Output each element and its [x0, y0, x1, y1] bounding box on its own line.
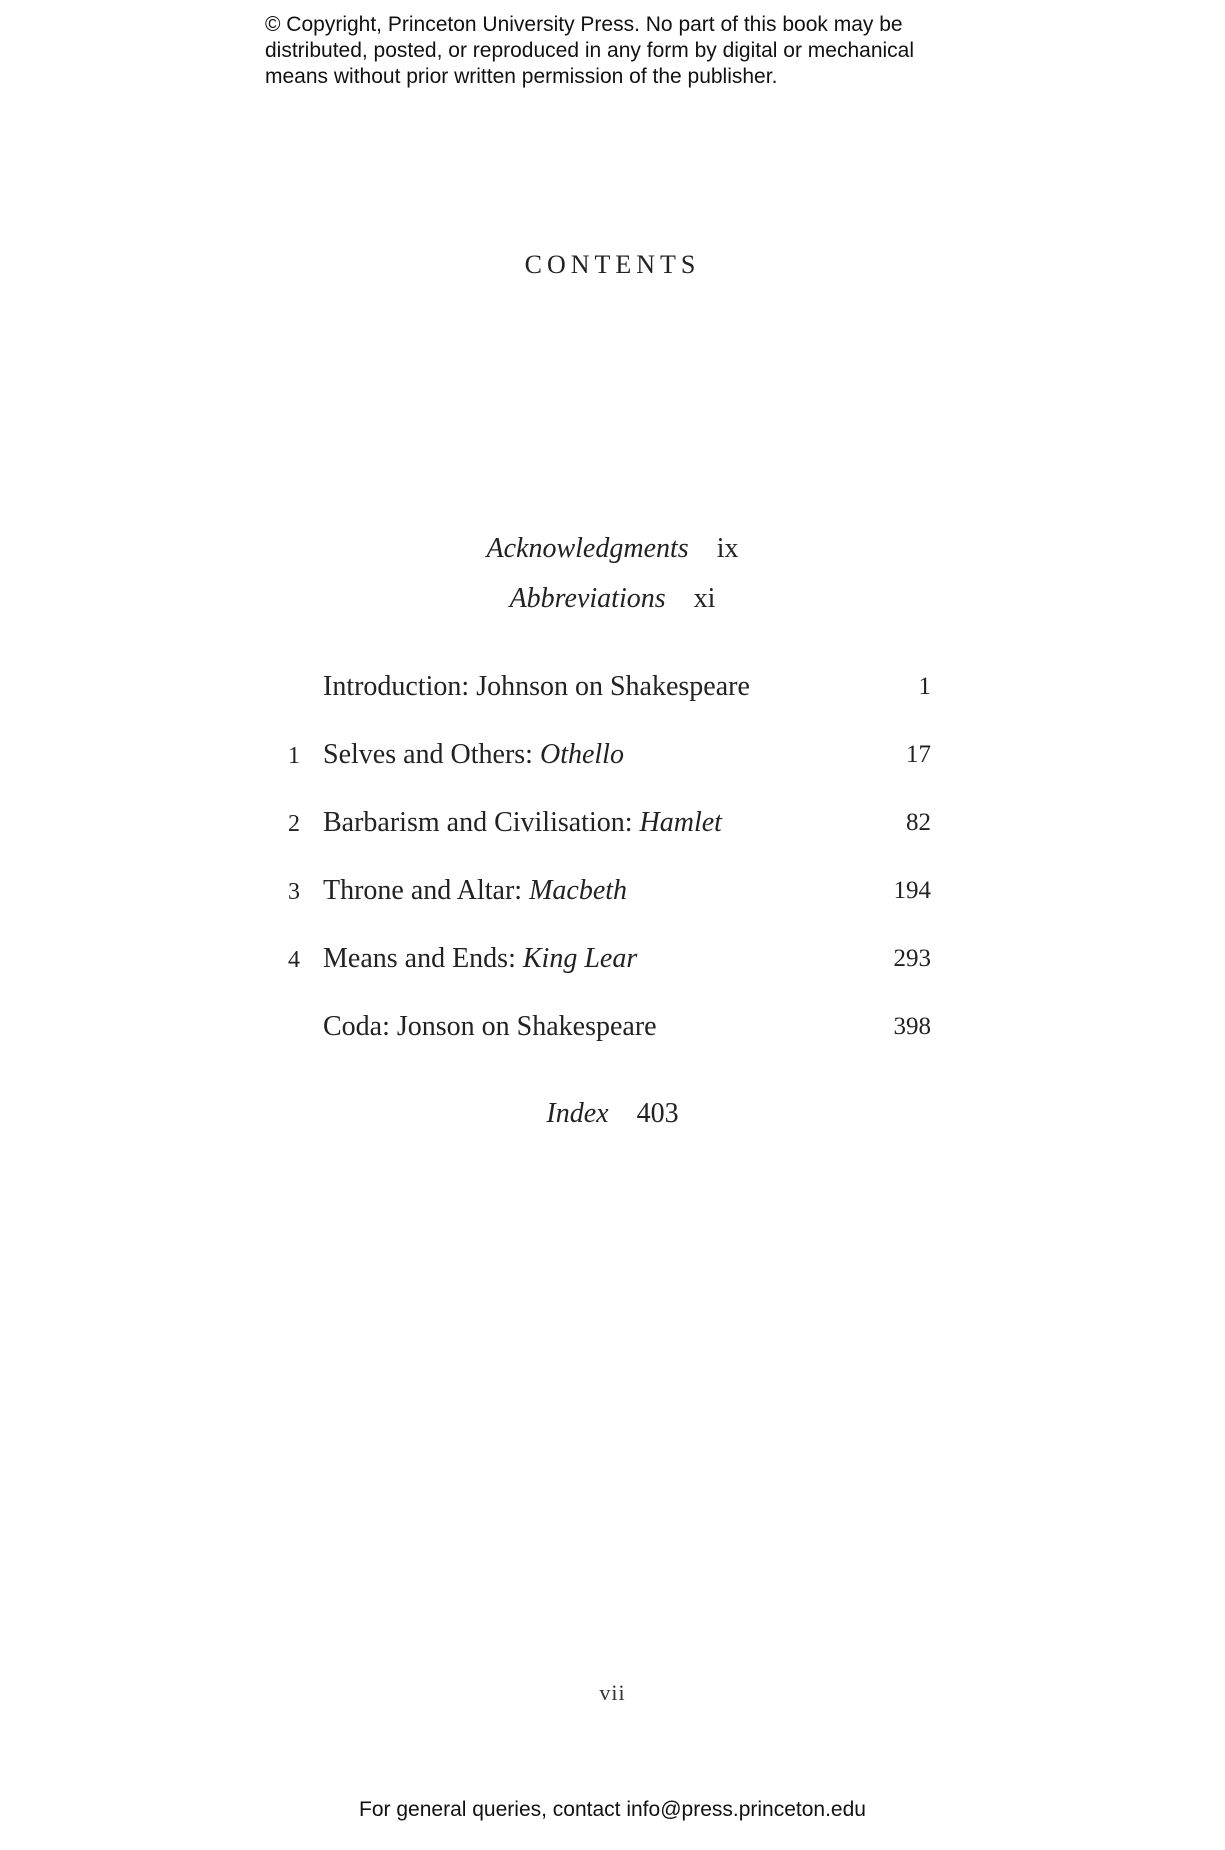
toc-front-entry-abbreviations: [0, 583, 1225, 615]
chapter-title: Throne and Altar: Macbeth: [323, 875, 628, 906]
copyright-line: means without prior written permission of the publisher.: [265, 65, 778, 88]
toc-entry-introduction: [0, 671, 1225, 711]
chapter-title: Means and Ends: King Lear: [323, 943, 638, 974]
toc-entry-coda: [0, 1011, 1225, 1051]
copyright-notice: [265, 12, 1025, 90]
toc-entry-chapter-1: [0, 739, 1225, 779]
copyright-line: distributed, posted, or reproduced in any form by digital or mechanical: [265, 39, 915, 62]
toc-entry-page: xi: [693, 583, 716, 614]
page-number: vii: [599, 1680, 626, 1705]
chapter-page: 82: [906, 809, 931, 836]
chapter-page: 398: [893, 1013, 931, 1040]
toc-entry-chapter-4: [0, 943, 1225, 983]
chapter-page: 293: [893, 945, 931, 972]
chapter-title: Barbarism and Civilisation: Hamlet: [323, 807, 722, 838]
toc-front-entry-acknowledgments: [0, 533, 1225, 565]
toc-entry-page: 403: [636, 1098, 679, 1129]
toc-entry-chapter-3: [0, 875, 1225, 915]
chapter-title: Introduction: Johnson on Shakespeare: [323, 671, 750, 702]
toc-entry-label: Index: [546, 1098, 609, 1129]
chapter-number: 3: [288, 879, 300, 905]
chapter-number: 4: [288, 947, 300, 973]
footer-contact: For general queries, contact info@press.princeton.edu: [359, 1798, 866, 1821]
toc-entry-page: ix: [716, 533, 739, 564]
chapter-title: Coda: Jonson on Shakespeare: [323, 1011, 657, 1042]
chapter-page: 194: [893, 877, 931, 904]
chapter-page: 1: [918, 673, 931, 700]
page-title: CONTENTS: [524, 250, 701, 279]
toc-entry-label: Abbreviations: [509, 583, 666, 614]
toc-entry-label: Acknowledgments: [486, 533, 689, 564]
copyright-line: © Copyright, Princeton University Press. No part of this book may be: [265, 13, 903, 36]
toc-entry-chapter-2: [0, 807, 1225, 847]
toc-back-entry-index: [0, 1098, 1225, 1130]
chapter-number: 1: [288, 743, 300, 769]
chapter-title: Selves and Others: Othello: [323, 739, 624, 770]
chapter-number: 2: [288, 811, 300, 837]
chapter-page: 17: [906, 741, 931, 768]
